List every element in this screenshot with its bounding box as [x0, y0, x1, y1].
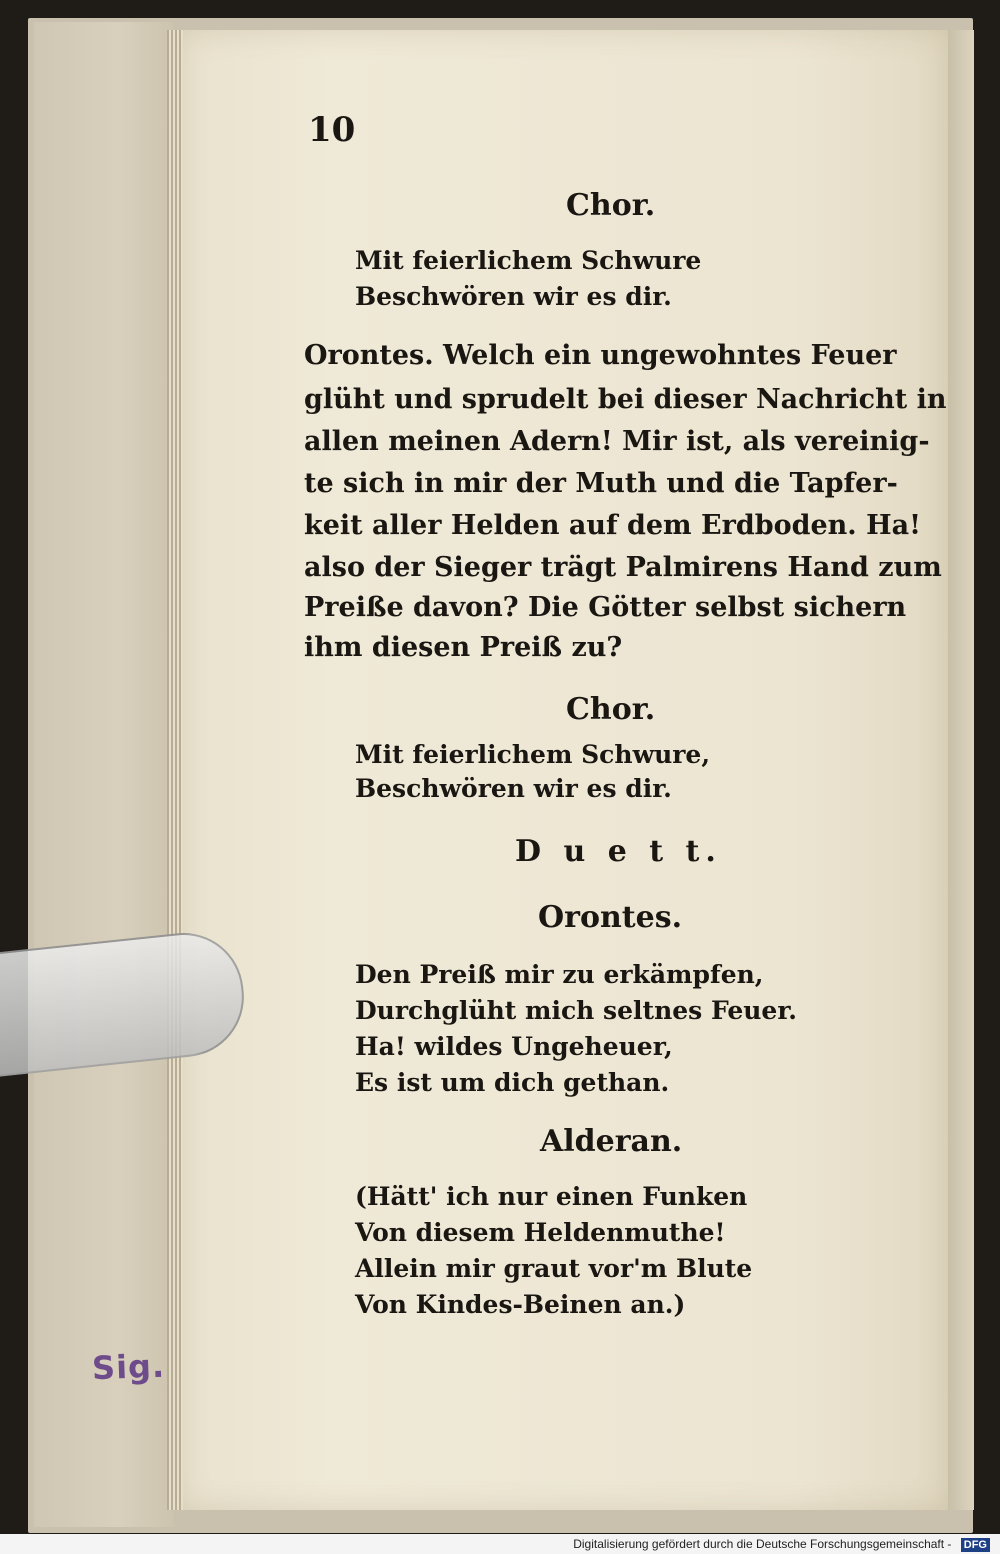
chor-heading-2: Chor.: [566, 692, 656, 727]
library-stamp: Sig.: [91, 1346, 166, 1388]
orontes-speech-line-5: keit aller Helden auf dem Erdboden. Ha!: [304, 510, 921, 541]
alderan-line-1: (Hätt' ich nur einen Funken: [355, 1182, 748, 1211]
page-edges: [167, 30, 183, 1510]
chor2-line-2: Beschwören wir es dir.: [355, 774, 672, 803]
alderan-line-2: Von diesem Heldenmuthe!: [355, 1218, 726, 1247]
alderan-line-3: Allein mir graut vor'm Blute: [355, 1254, 753, 1283]
orontes-heading: Orontes.: [538, 900, 683, 935]
page-number: 10: [308, 110, 356, 150]
orontes-speech-line-7: Preiße davon? Die Götter selbst sichern: [304, 592, 907, 623]
footer-text: Digitalisierung gefördert durch die Deutsche Forschungsgemeinschaft -: [573, 1537, 952, 1551]
orontes-line-2: Durchglüht mich seltnes Feuer.: [355, 996, 797, 1025]
orontes-line-3: Ha! wildes Ungeheuer,: [355, 1032, 673, 1061]
orontes-speech-line-6: also der Sieger trägt Palmirens Hand zum: [304, 552, 942, 583]
chor-heading-1: Chor.: [566, 188, 656, 223]
chor2-line-1: Mit feierlichem Schwure,: [355, 740, 711, 769]
orontes-speech-line-3: allen meinen Adern! Mir ist, als vereinig-: [304, 426, 930, 457]
orontes-speech-line-4: te sich in mir der Muth und die Tapfer-: [304, 468, 898, 499]
page-right-strip: [948, 30, 974, 1510]
digitization-footer: [0, 1534, 1000, 1554]
orontes-speech-line-2: glüht und sprudelt bei dieser Nachricht in: [304, 384, 947, 415]
alderan-line-4: Von Kindes-Beinen an.): [355, 1290, 686, 1319]
cover-left-board: [34, 22, 174, 1527]
dfg-logo-icon: DFG: [961, 1538, 990, 1552]
orontes-line-4: Es ist um dich gethan.: [355, 1068, 670, 1097]
alderan-heading: Alderan.: [540, 1124, 683, 1159]
duett-heading: D u e t t.: [515, 834, 722, 869]
chor1-line-2: Beschwören wir es dir.: [355, 282, 672, 311]
chor1-line-1: Mit feierlichem Schwure: [355, 246, 702, 275]
orontes-line-1: Den Preiß mir zu erkämpfen,: [355, 960, 764, 989]
orontes-speech-line-1: Orontes. Welch ein ungewohntes Feuer: [304, 340, 897, 371]
orontes-speech-line-8: ihm diesen Preiß zu?: [304, 632, 623, 663]
